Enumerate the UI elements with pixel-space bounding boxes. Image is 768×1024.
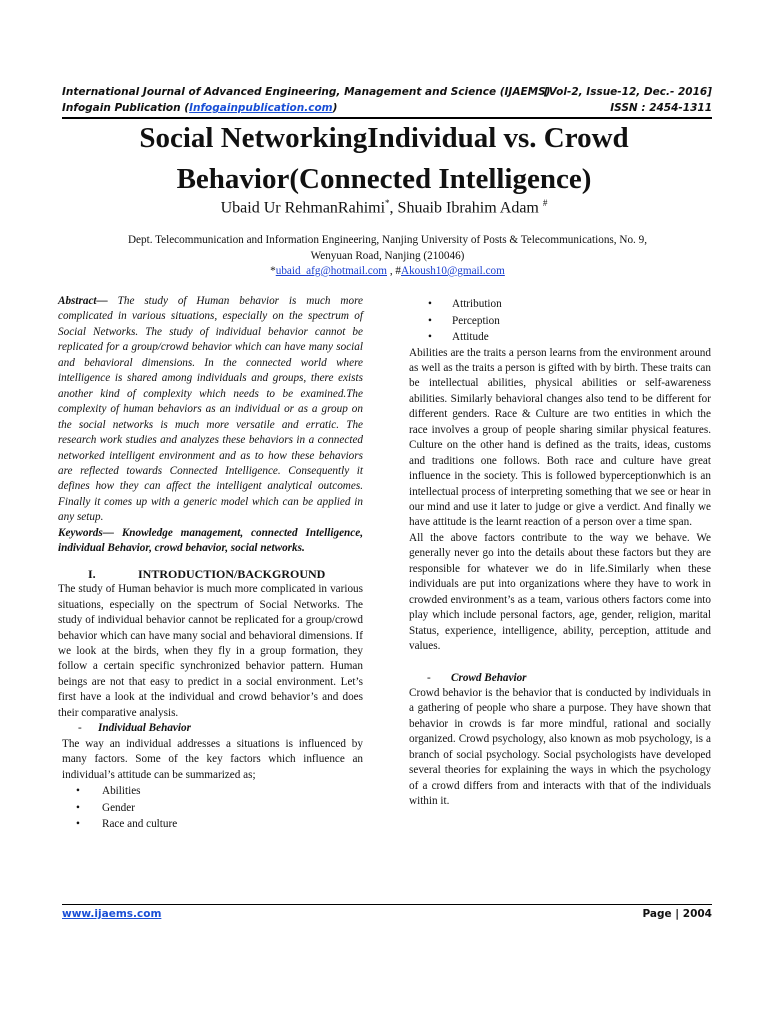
list-item: • Abilities bbox=[58, 783, 363, 800]
publisher-prefix: Infogain Publication ( bbox=[62, 102, 190, 114]
publisher-info bbox=[62, 100, 337, 116]
author-2-mark: # bbox=[542, 198, 548, 208]
email-sep: , # bbox=[387, 265, 401, 277]
publisher-suffix: ) bbox=[332, 102, 338, 114]
list-item: • Attribution bbox=[409, 296, 711, 313]
author-sep: , bbox=[389, 199, 398, 217]
footer-rule bbox=[62, 904, 712, 905]
crowd-behavior-title: Crowd Behavior bbox=[451, 671, 527, 684]
keywords-label: Keywords— bbox=[58, 526, 114, 539]
page-number: Page | 2004 bbox=[642, 908, 712, 920]
volume-info: [Vol-2, Issue-12, Dec.- 2016] bbox=[544, 86, 712, 98]
dash: - bbox=[427, 671, 431, 684]
issn: ISSN : 2454-1311 bbox=[610, 102, 712, 114]
crowd-behavior-text: Crowd behavior is the behavior that is conducted by individuals in a gathering of people who share a purpose. They have shown that behavior in crowds is far more mindful, rational and socially organized. Crowd psychology, also known as mob psychology, is a branch of social psychology. Social psychologists have developed several theories for explaining the ways in which the psychology of a crowd differs from and interacts with that of the individuals within it. bbox=[409, 687, 711, 808]
author-1-mark: * bbox=[385, 198, 390, 208]
email-prefix: * bbox=[270, 265, 276, 277]
left-column bbox=[58, 294, 363, 833]
journal-website-link[interactable]: www.ijaems.com bbox=[62, 908, 162, 920]
keywords-text: Knowledge management, connected Intelligence, individual Behavior, crowd behavior, social networks. bbox=[58, 526, 363, 555]
paper-title: Social NetworkingIndividual vs. Crowd Behavior(Connected Intelligence) bbox=[139, 122, 629, 195]
affiliation-line-1: Dept. Telecommunication and Information Engineering, Nanjing University of Posts & Telecommunications, No. 9, bbox=[127, 234, 648, 246]
journal-name: International Journal of Advanced Engineering, Management and Science (IJAEMS) bbox=[62, 86, 551, 98]
factor-list-right bbox=[409, 296, 711, 346]
author-1: Ubaid Ur RehmanRahimi bbox=[220, 199, 386, 217]
affiliation bbox=[100, 233, 675, 280]
author-2: Shuaib Ibrahim Adam bbox=[397, 199, 543, 217]
abstract-label: Abstract— bbox=[58, 295, 108, 307]
individual-behavior-title: Individual Behavior bbox=[98, 722, 191, 735]
affiliation-line-2: Wenyuan Road, Nanjing (210046) bbox=[310, 249, 465, 262]
email-link-2[interactable]: Akoush10@gmail.com bbox=[401, 265, 505, 277]
list-item: • Attitude bbox=[409, 329, 711, 346]
factors-paragraph: Abilities are the traits a person learns from the environment around as well as the traits a person is gifted with by birth. These traits can be intellectual abilities, physical abilities or self-awareness abilities. Similarly behavioral changes also tend to be different for different genders. Race & Culture are two entities in which the race involves a group of people sharing similar physical features. Culture on the other hand is defined as the traits, ideas, customs and traditions one follows. Both race and culture have great influence in the society. This is followed byperceptionwhich is an intellectual process of interpreting something that we see or hear in our mind and use it later to judge or give a verdict. And finally we have attitude is the learnt reaction of a person over a time span. bbox=[409, 346, 711, 529]
keywords bbox=[58, 526, 363, 557]
intro-paragraph: The study of Human behavior is much more complicated in various situations, especially on the spectrum of Social Networks. The study of individual behavior cannot be replicated for a group/crowd behavior which can have many social and behavioral dimensions. If we look at the birds, when they fly in a group formation, they follow a certain specific synchronized behavior pattern. Human beings are not that easy to predict in a social environment. Let’s first have a look at the individual and crowd behavior’s and does their comparative analysis. bbox=[58, 583, 363, 719]
section-number: I. bbox=[88, 566, 96, 581]
abstract-text: The study of Human behavior is much more complicated in various situations, especially on the spectrum of Social Networks. The study of individual behavior cannot be replicated for a group/crowd behavior which can have many social and behavioral dimensions. In the connected world where intelligence is shared among individuals and groups, there exists another kind of complexity which needs to be examined.The complexity of human behaviors as an individual or as a group on the social networks is much more versatile and erratic. The research work studies and analyzes these behaviors in a connected networked intelligent environment and as to how these behaviors are reflected towards Connected Intelligence. Consequently it defines how they can affect the intelligent analytical outcomes. Finally it comes up with a generic model which can be applied in any setup. bbox=[58, 295, 363, 524]
right-column bbox=[409, 296, 711, 810]
publisher-link[interactable]: Infogainpublication.com bbox=[189, 102, 333, 114]
abstract bbox=[58, 294, 363, 526]
list-item: • Perception bbox=[409, 313, 711, 330]
list-item: • Gender bbox=[58, 800, 363, 817]
section-title: INTRODUCTION/BACKGROUND bbox=[138, 566, 326, 581]
crowd-behavior-heading bbox=[409, 671, 711, 686]
authors bbox=[40, 193, 728, 218]
emails bbox=[100, 264, 675, 280]
individual-behavior-heading bbox=[58, 721, 363, 736]
factor-list-left bbox=[58, 783, 363, 833]
individual-behavior-text: The way an individual addresses a situations is influenced by many factors. Some of the key factors which influence an individual’s attitude can be summarized as; bbox=[62, 737, 363, 781]
list-item: • Race and culture bbox=[58, 816, 363, 833]
dash: - bbox=[78, 722, 82, 735]
section-heading bbox=[58, 567, 363, 582]
email-link-1[interactable]: ubaid_afg@hotmail.com bbox=[275, 265, 388, 277]
contribution-paragraph: All the above factors contribute to the way we behave. We generally never go into the details about these factors but they are responsible for whatever we do in life.Similarly when these individuals are put into organizations where they have to work in crowded environment’s as a team, various others factors come into play which include personal factors, age, gender, religion, marital Status, experience, intelligence, ability, perception, attitude and values. bbox=[409, 531, 711, 653]
